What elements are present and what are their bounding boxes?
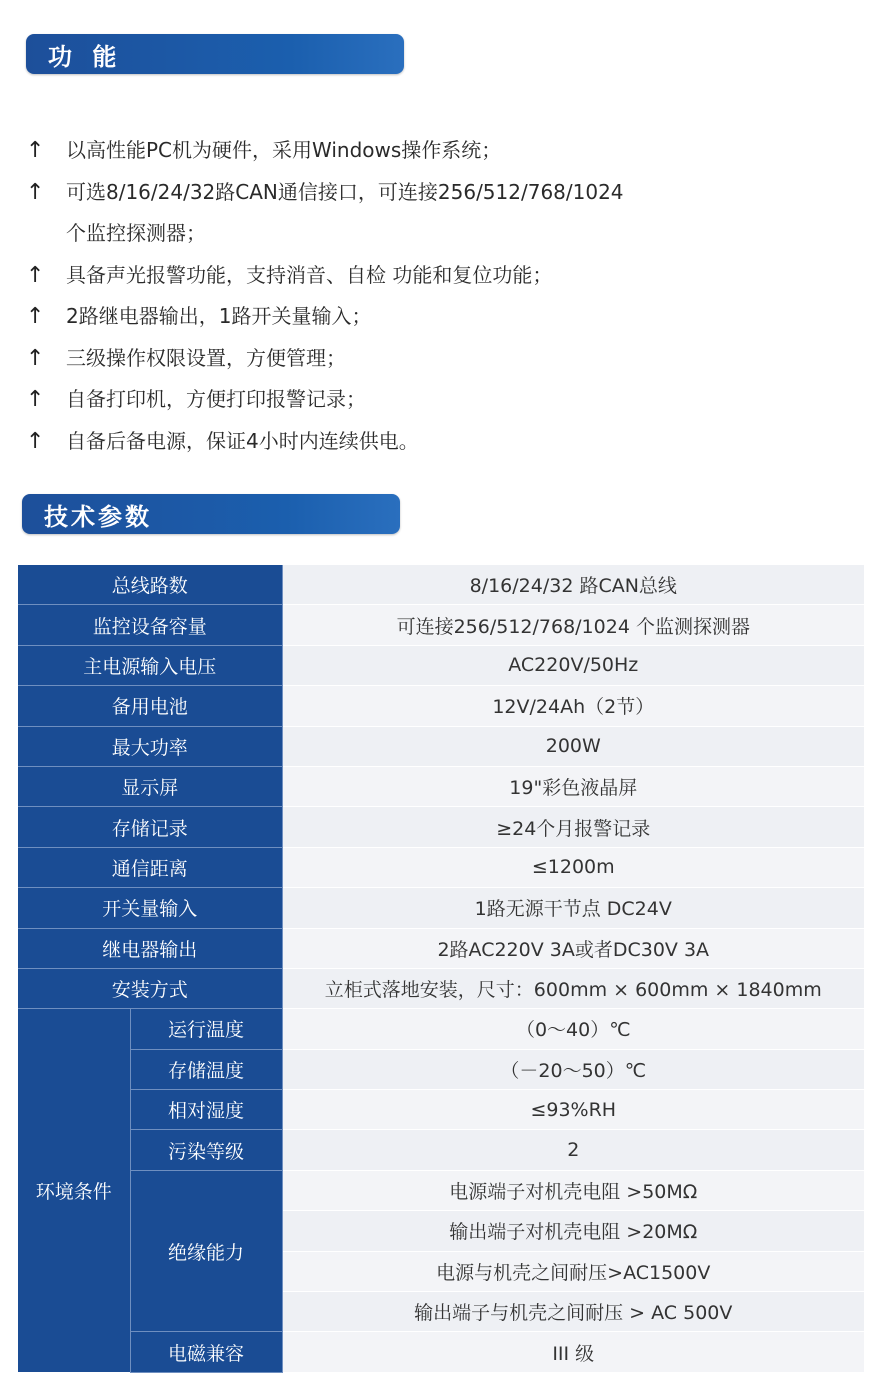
table-row bbox=[18, 807, 864, 847]
spec-key-cell: 存储温度 bbox=[130, 1049, 282, 1089]
feature-item: ↑ 具备声光报警功能，支持消音、自检 功能和复位功能； bbox=[26, 255, 826, 297]
feature-item: ↑ 以高性能PC机为硬件，采用Windows操作系统； bbox=[26, 130, 826, 172]
spec-key-cell: 安装方式 bbox=[18, 968, 282, 1008]
spec-key-cell: 污染等级 bbox=[130, 1130, 282, 1170]
table-row bbox=[18, 1170, 864, 1210]
spec-value-cell: 输出端子对机壳电阻 >20MΩ bbox=[282, 1211, 864, 1251]
specs-header bbox=[22, 494, 400, 534]
feature-item: ↑ 可选8/16/24/32路CAN通信接口，可连接256/512/768/1024 bbox=[26, 172, 826, 214]
spec-value-cell: 1路无源干节点 DC24V bbox=[282, 888, 864, 928]
spec-value-cell: ≥24个月报警记录 bbox=[282, 807, 864, 847]
feature-item: ↑ 自备打印机，方便打印报警记录； bbox=[26, 379, 826, 421]
spec-key-cell: 主电源输入电压 bbox=[18, 645, 282, 685]
spec-value-cell: 电源与机壳之间耐压>AC1500V bbox=[282, 1251, 864, 1291]
spec-value-cell: ≤93%RH bbox=[282, 1090, 864, 1130]
spec-value-cell: 可连接256/512/768/1024 个监测探测器 bbox=[282, 605, 864, 645]
arrow-up-icon: ↑ bbox=[26, 304, 45, 329]
spec-key-cell: 开关量输入 bbox=[18, 888, 282, 928]
arrow-up-icon: ↑ bbox=[26, 428, 45, 454]
feature-list bbox=[26, 130, 826, 462]
spec-key-cell: 最大功率 bbox=[18, 726, 282, 766]
spec-table bbox=[18, 565, 864, 1373]
table-row bbox=[18, 968, 864, 1008]
feature-item: ↑ 三级操作权限设置，方便管理； bbox=[26, 338, 826, 380]
table-row bbox=[18, 1009, 864, 1049]
feature-item: ↑ 自备后备电源，保证4小时内连续供电。 bbox=[26, 421, 826, 463]
spec-key-cell: 总线路数 bbox=[18, 565, 282, 605]
spec-value-cell: 立柜式落地安装，尺寸：600mm × 600mm × 1840mm bbox=[282, 968, 864, 1008]
spec-value-cell: 19"彩色液晶屏 bbox=[282, 766, 864, 806]
spec-key-cell: 存储记录 bbox=[18, 807, 282, 847]
spec-value-cell: 12V/24Ah（2节） bbox=[282, 686, 864, 726]
arrow-up-icon: ↑ bbox=[26, 138, 45, 163]
insulation-label: 绝缘能力 bbox=[130, 1170, 282, 1332]
specs-title: 技术参数 bbox=[44, 502, 152, 531]
table-row bbox=[18, 565, 864, 605]
spec-value-cell: 2路AC220V 3A或者DC30V 3A bbox=[282, 928, 864, 968]
spec-value-cell: 2 bbox=[282, 1130, 864, 1170]
table-row bbox=[18, 1130, 864, 1170]
arrow-up-icon: ↑ bbox=[26, 387, 45, 412]
table-row bbox=[18, 645, 864, 685]
spec-key-cell: 备用电池 bbox=[18, 686, 282, 726]
spec-table-container bbox=[18, 565, 864, 1363]
table-row bbox=[18, 1090, 864, 1130]
spec-value-cell: 输出端子与机壳之间耐压 > AC 500V bbox=[282, 1292, 864, 1332]
spec-key-cell: 监控设备容量 bbox=[18, 605, 282, 645]
spec-value-cell: 200W bbox=[282, 726, 864, 766]
feature-item-continued: 个监控探测器； bbox=[66, 221, 206, 245]
spec-value-cell: ≤1200m bbox=[282, 847, 864, 887]
spec-key-cell: 相对湿度 bbox=[130, 1090, 282, 1130]
spec-value-cell: 电源端子对机壳电阻 >50MΩ bbox=[282, 1170, 864, 1210]
spec-key-cell: 显示屏 bbox=[18, 766, 282, 806]
table-row bbox=[18, 766, 864, 806]
arrow-up-icon: ↑ bbox=[26, 262, 45, 288]
spec-key-cell: 通信距离 bbox=[18, 847, 282, 887]
table-row bbox=[18, 686, 864, 726]
arrow-up-icon: ↑ bbox=[26, 179, 45, 205]
arrow-up-icon: ↑ bbox=[26, 345, 45, 371]
table-row bbox=[18, 726, 864, 766]
env-label: 环境条件 bbox=[18, 1009, 130, 1373]
table-row bbox=[18, 847, 864, 887]
table-row bbox=[18, 605, 864, 645]
spec-key-cell: 运行温度 bbox=[130, 1009, 282, 1049]
functions-header bbox=[26, 34, 404, 74]
table-row bbox=[18, 928, 864, 968]
spec-value-cell: AC220V/50Hz bbox=[282, 645, 864, 685]
functions-title: 功 能 bbox=[48, 42, 123, 71]
feature-item: ↑ 2路继电器输出，1路开关量输入； bbox=[26, 296, 826, 338]
spec-value-cell: （－20～50）℃ bbox=[282, 1049, 864, 1089]
table-row bbox=[18, 1332, 864, 1372]
spec-key-cell: 电磁兼容 bbox=[130, 1332, 282, 1372]
spec-value-cell: （0～40）℃ bbox=[282, 1009, 864, 1049]
table-row bbox=[18, 1049, 864, 1089]
table-row bbox=[18, 888, 864, 928]
spec-value-cell: 8/16/24/32 路CAN总线 bbox=[282, 565, 864, 605]
spec-key-cell: 继电器输出 bbox=[18, 928, 282, 968]
spec-value-cell: III 级 bbox=[282, 1332, 864, 1372]
